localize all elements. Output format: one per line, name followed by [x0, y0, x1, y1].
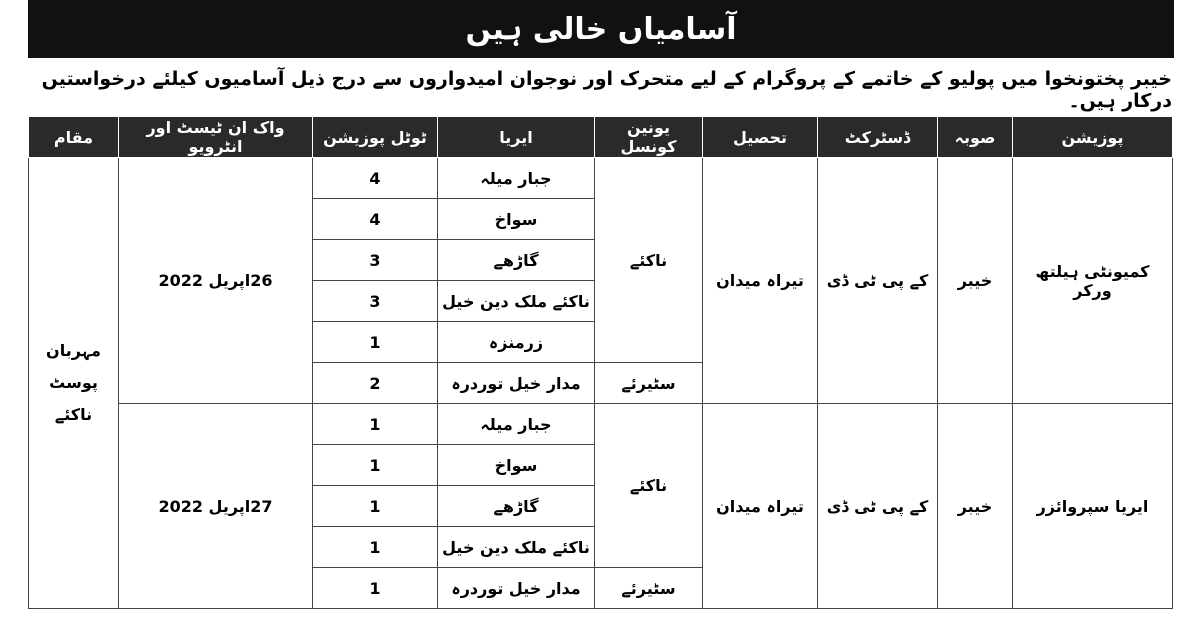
- district-cell: کے پی ٹی ڈی: [818, 158, 938, 404]
- union-council-cell: سٹیرئے: [595, 568, 703, 609]
- district-cell: کے پی ٹی ڈی: [818, 404, 938, 609]
- total-cell: 4: [313, 158, 438, 199]
- venue-cell: مہربان پوسٹ ناکئے: [29, 158, 119, 609]
- area-cell: زرمنزہ: [438, 322, 595, 363]
- col-tehsil: تحصیل: [703, 117, 818, 158]
- total-cell: 1: [313, 568, 438, 609]
- total-cell: 1: [313, 445, 438, 486]
- col-union-council: یونین کونسل: [595, 117, 703, 158]
- total-cell: 1: [313, 486, 438, 527]
- area-cell: ناکئے ملک دین خیل: [438, 527, 595, 568]
- position-cell: ایریا سپروائزر: [1013, 404, 1173, 609]
- col-total-positions: ٹوٹل پوزیشن: [313, 117, 438, 158]
- union-council-cell: ناکئے: [595, 158, 703, 363]
- col-district: ڈسٹرکٹ: [818, 117, 938, 158]
- col-position: پوزیشن: [1013, 117, 1173, 158]
- tehsil-cell: تیراہ میدان: [703, 158, 818, 404]
- area-cell: گاڑھے: [438, 240, 595, 281]
- intro-text: خیبر پختونخوا میں پولیو کے خاتمے کے پروگرام کے لیے متحرک اور نوجوان امیدواروں سے درج ذیل آسامیوں کیلئے درخواستیں درکار ہیں۔: [41, 68, 1172, 112]
- area-cell: ناکئے ملک دین خیل: [438, 281, 595, 322]
- col-area: ایریا: [438, 117, 595, 158]
- vacancy-table: [28, 116, 1173, 609]
- total-cell: 4: [313, 199, 438, 240]
- area-cell: مدار خیل توردرہ: [438, 363, 595, 404]
- total-cell: 3: [313, 281, 438, 322]
- tehsil-cell: تیراہ میدان: [703, 404, 818, 609]
- area-cell: مدار خیل توردرہ: [438, 568, 595, 609]
- total-cell: 3: [313, 240, 438, 281]
- total-cell: 2: [313, 363, 438, 404]
- date-cell: 26اپریل 2022: [119, 158, 313, 404]
- union-council-cell: ناکئے: [595, 404, 703, 568]
- area-cell: سواخ: [438, 199, 595, 240]
- col-walk-in: واک ان ٹیسٹ اور انٹرویو: [119, 117, 313, 158]
- province-cell: خیبر: [938, 158, 1013, 404]
- area-cell: گاڑھے: [438, 486, 595, 527]
- province-cell: خیبر: [938, 404, 1013, 609]
- date-cell: 27اپریل 2022: [119, 404, 313, 609]
- table-row: [29, 158, 1173, 199]
- union-council-cell: سٹیرئے: [595, 363, 703, 404]
- table-row: [29, 404, 1173, 445]
- area-cell: سواخ: [438, 445, 595, 486]
- col-venue: مقام: [29, 117, 119, 158]
- area-cell: جبار میلہ: [438, 158, 595, 199]
- total-cell: 1: [313, 404, 438, 445]
- total-cell: 1: [313, 322, 438, 363]
- table-header-row: [29, 117, 1173, 158]
- banner-title: آسامیاں خالی ہیں: [28, 0, 1174, 58]
- position-cell: کمیونٹی ہیلتھ ورکر: [1013, 158, 1173, 404]
- area-cell: جبار میلہ: [438, 404, 595, 445]
- col-province: صوبہ: [938, 117, 1013, 158]
- total-cell: 1: [313, 527, 438, 568]
